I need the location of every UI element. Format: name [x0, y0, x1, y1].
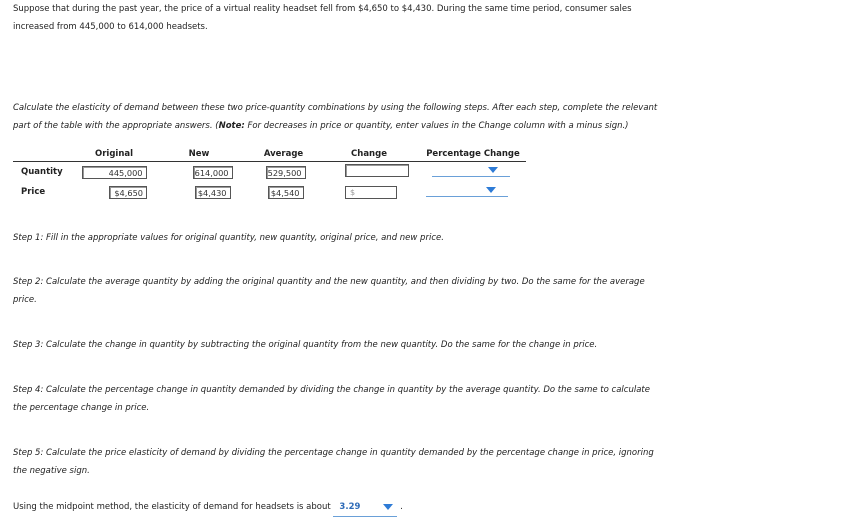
header-average: Average: [249, 146, 318, 162]
quantity-original-cell: [79, 162, 149, 183]
quantity-change-cell: [318, 162, 420, 183]
price-change-field[interactable]: $: [345, 186, 397, 199]
step-1: Step 1: Fill in the appropriate values for original quantity, new quantity, original price, and new price.: [13, 233, 444, 243]
elasticity-table: [13, 146, 526, 202]
conclusion-end: .: [400, 502, 403, 512]
quantity-percentage-cell: [420, 162, 526, 183]
step-2: [13, 273, 703, 309]
price-original-cell: [79, 182, 149, 202]
quantity-new-cell: [149, 162, 249, 183]
step-5-line-1: Step 5: Calculate the price elasticity of demand by dividing the percentage change in quantity demanded by the percentage change in price, ignoring: [13, 448, 654, 458]
elasticity-answer-value: 3.29: [339, 502, 361, 512]
step-5-line-2: the negative sign.: [13, 466, 90, 476]
quantity-percentage-change-dropdown[interactable]: [432, 164, 510, 177]
instructions-line-1: Calculate the elasticity of demand between these two price-quantity combinations by using the following steps. After each step, complete the relevant: [13, 103, 658, 113]
price-original-field[interactable]: $4,650: [109, 186, 147, 199]
quantity-change-field[interactable]: [345, 164, 409, 177]
header-percentage-change: Percentage Change: [420, 146, 526, 162]
step-4-line-2: the percentage change in price.: [13, 403, 150, 413]
row-label-quantity: Quantity: [21, 167, 63, 177]
step-4-line-1: Step 4: Calculate the percentage change in quantity demanded by dividing the change in quantity by the average quantity. Do the same to calculate: [13, 385, 650, 395]
chevron-down-icon: [488, 167, 498, 173]
chevron-down-icon: [486, 187, 496, 193]
step-5: [13, 444, 703, 480]
table-header-row: [13, 146, 526, 162]
elasticity-answer-dropdown[interactable]: [333, 498, 397, 517]
price-new-field[interactable]: $4,430: [195, 186, 231, 199]
conclusion-text: Using the midpoint method, the elasticity of demand for headsets is about: [13, 502, 331, 512]
price-average-field[interactable]: $4,540: [268, 186, 304, 199]
price-average-cell: [249, 182, 318, 202]
quantity-average-cell: [249, 162, 318, 183]
quantity-new-field[interactable]: 614,000: [193, 166, 233, 179]
instructions: [13, 99, 713, 135]
table-corner: [13, 146, 79, 162]
note-text: For decreases in price or quantity, enter values in the Change column with a minus sign.): [244, 121, 629, 131]
price-percentage-change-dropdown[interactable]: [426, 184, 508, 197]
quantity-original-field[interactable]: 445,000: [82, 166, 147, 179]
instructions-text: part of the table with the appropriate answers. (: [13, 121, 219, 131]
instructions-line-2: [13, 117, 713, 135]
step-3: Step 3: Calculate the change in quantity by subtracting the original quantity from the new quantity. Do the same for the change in price.: [13, 340, 598, 350]
table-row-quantity: [13, 162, 526, 183]
step-2-line-2: price.: [13, 295, 37, 305]
chevron-down-icon: [383, 504, 393, 510]
price-new-cell: [149, 182, 249, 202]
conclusion: [13, 498, 403, 517]
price-change-cell: [318, 182, 420, 202]
header-original: Original: [79, 146, 149, 162]
note-label: Note:: [218, 121, 245, 131]
table-row-price: [13, 182, 526, 202]
quantity-average-field[interactable]: 529,500: [266, 166, 306, 179]
problem-intro: [13, 0, 713, 36]
step-4: [13, 381, 703, 417]
header-new: New: [149, 146, 249, 162]
row-label-price: Price: [21, 187, 46, 197]
header-change: Change: [318, 146, 420, 162]
step-2-line-1: Step 2: Calculate the average quantity by adding the original quantity and the new quantity, and then dividing by two. Do the same for the average: [13, 277, 645, 287]
intro-line-1: Suppose that during the past year, the price of a virtual reality headset fell from $4,650 to $4,430. During the same time period, consumer sales: [13, 4, 632, 14]
intro-line-2: increased from 445,000 to 614,000 headsets.: [13, 22, 208, 32]
price-percentage-cell: [420, 182, 526, 202]
